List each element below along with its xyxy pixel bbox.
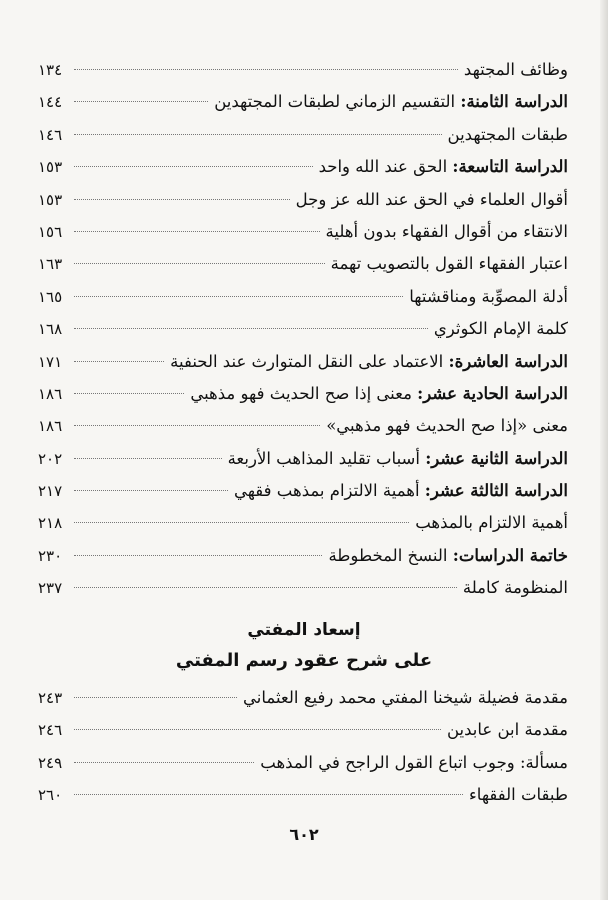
section-subheading: على شرح عقود رسم المفتي [175, 650, 433, 671]
toc-entry-text: مقدمة ابن عابدين [446, 720, 568, 740]
toc-entry-text: مقدمة فضيلة شيخنا المفتي محمد رفيع العثماني [243, 688, 568, 707]
toc-page-number: ٢٠٢ [38, 449, 63, 468]
toc-page-number: ١٥٣ [38, 190, 63, 209]
toc-page-number: ٢٦٠ [38, 786, 63, 805]
toc-entry-title [228, 443, 568, 475]
toc-page-number: ١٧١ [38, 352, 63, 371]
toc-entry [38, 443, 568, 475]
toc-dot-leader [74, 728, 441, 730]
toc-entry-text: النسخ المخطوطة [328, 545, 453, 565]
toc-entry-title [415, 507, 568, 539]
toc-entry-text: أهمية الالتزام بالمذهب [415, 513, 568, 533]
table-of-contents-section-2 [38, 682, 568, 812]
toc-entry [38, 779, 568, 811]
toc-entry-title [296, 184, 568, 216]
toc-dot-leader [74, 100, 208, 102]
toc-entry-text: أسباب تقليد المذاهب الأربعة [227, 448, 426, 468]
toc-dot-leader [74, 295, 403, 297]
toc-entry-text: أدلة المصوِّبة ومناقشتها [409, 286, 568, 306]
toc-page-number: ١٨٦ [38, 384, 63, 403]
toc-dot-leader [74, 457, 222, 459]
toc-entry [38, 410, 568, 442]
toc-entry-title [328, 540, 568, 572]
toc-entry-title [190, 378, 568, 410]
section-heading: إسعاد المفتي [247, 620, 361, 640]
toc-entry [38, 184, 568, 216]
toc-entry [38, 86, 568, 118]
toc-entry [38, 313, 568, 345]
toc-entry-title [448, 119, 568, 151]
table-of-contents [38, 54, 568, 605]
toc-entry-title [234, 475, 568, 507]
toc-entry [38, 572, 568, 604]
toc-entry [38, 507, 568, 539]
toc-entry-text: وظائف المجتهد [463, 60, 568, 79]
toc-entry [38, 346, 568, 378]
toc-entry-text: أهمية الالتزام بمذهب فقهي [233, 481, 425, 501]
toc-page-number: ٢٤٦ [38, 721, 63, 740]
toc-dot-leader [74, 360, 164, 362]
toc-entry-lead: الدراسة الثامنة: [460, 92, 568, 112]
toc-dot-leader [74, 165, 313, 167]
toc-dot-leader [74, 489, 228, 491]
toc-dot-leader [74, 198, 290, 200]
toc-dot-leader [74, 68, 458, 70]
toc-page-number: ١٦٥ [38, 287, 63, 306]
toc-page-number: ٢٤٩ [38, 753, 63, 772]
toc-entry-lead: الدراسة الحادية عشر: [417, 383, 568, 403]
toc-dot-leader [74, 793, 463, 795]
toc-entry [38, 54, 568, 86]
toc-entry [38, 475, 568, 507]
toc-dot-leader [74, 554, 322, 556]
toc-entry-lead: الدراسة العاشرة: [448, 351, 568, 371]
toc-entry [38, 151, 568, 183]
toc-entry [38, 248, 568, 280]
toc-entry-text: مسألة: وجوب اتباع القول الراجح في المذهب [260, 752, 568, 772]
toc-page-number: ١٦٣ [38, 255, 63, 274]
toc-dot-leader [74, 696, 237, 698]
toc-dot-leader [74, 586, 457, 588]
toc-entry-text: كلمة الإمام الكوثري [433, 319, 568, 339]
toc-entry-title [409, 281, 568, 313]
toc-entry-text: أقوال العلماء في الحق عند الله عز وجل [295, 189, 568, 209]
toc-entry-lead: خاتمة الدراسات: [452, 545, 568, 565]
toc-page-number: ١٥٦ [38, 222, 63, 241]
toc-entry-lead: الدراسة التاسعة: [452, 157, 568, 177]
toc-page-number: ٢٣٧ [38, 579, 63, 598]
toc-entry-text: معنى إذا صح الحديث فهو مذهبي [190, 383, 418, 403]
toc-dot-leader [74, 262, 325, 264]
toc-dot-leader [74, 424, 320, 426]
toc-entry-text: طبقات الفقهاء [469, 785, 568, 805]
toc-page-number: ٢٤٣ [38, 689, 63, 707]
toc-entry-text: المنظومة كاملة [462, 578, 568, 598]
toc-page-number: ٢١٧ [38, 482, 63, 501]
toc-entry [38, 714, 568, 746]
toc-entry-title [331, 248, 568, 280]
toc-dot-leader [74, 761, 254, 763]
toc-dot-leader [74, 327, 428, 329]
toc-entry-lead: الدراسة الثانية عشر: [425, 448, 568, 468]
toc-page-number: ٢٣٠ [38, 546, 63, 565]
toc-entry-title [319, 151, 568, 183]
toc-page-number: ٢١٨ [38, 514, 63, 533]
toc-entry-title [326, 216, 569, 248]
toc-entry-lead: الدراسة الثالثة عشر: [424, 481, 568, 501]
toc-entry-text: الاعتماد على النقل المتوارث عند الحنفية [170, 351, 449, 371]
toc-entry-title [243, 682, 568, 714]
toc-entry [38, 378, 568, 410]
toc-dot-leader [74, 521, 409, 523]
toc-page-number: ١٤٤ [38, 93, 63, 112]
toc-page-number: ١٣٤ [38, 61, 63, 79]
toc-page-number: ١٤٦ [38, 125, 63, 144]
toc-dot-leader [74, 392, 184, 394]
toc-entry [38, 540, 568, 572]
toc-entry-title [214, 86, 568, 118]
toc-dot-leader [74, 230, 320, 232]
toc-entry [38, 682, 568, 714]
toc-entry-title [464, 54, 568, 86]
toc-entry-text: معنى «إذا صح الحديث فهو مذهبي» [326, 416, 568, 436]
toc-dot-leader [74, 133, 442, 135]
toc-entry-text: التقسيم الزماني لطبقات المجتهدين [214, 92, 461, 112]
toc-entry-title [326, 410, 568, 442]
toc-entry-title [260, 747, 568, 779]
toc-entry-title [434, 313, 568, 345]
toc-entry-text: الانتقاء من أقوال الفقهاء بدون أهلية [325, 221, 568, 241]
toc-entry-text: طبقات المجتهدين [447, 124, 568, 144]
toc-entry-title [469, 779, 568, 811]
toc-entry [38, 747, 568, 779]
toc-entry [38, 281, 568, 313]
toc-entry-title [447, 714, 568, 746]
toc-page-number: ١٨٦ [38, 417, 63, 436]
toc-entry [38, 216, 568, 248]
toc-entry-text: اعتبار الفقهاء القول بالتصويب تهمة [330, 254, 568, 274]
toc-entry-title [170, 346, 568, 378]
page-number: ٦٠٢ [289, 825, 319, 844]
toc-page-number: ١٦٨ [38, 320, 63, 339]
toc-entry [38, 119, 568, 151]
page-edge [600, 0, 608, 900]
toc-entry-title [463, 572, 568, 604]
toc-entry-text: الحق عند الله واحد [318, 157, 453, 177]
toc-page-number: ١٥٣ [38, 158, 63, 177]
